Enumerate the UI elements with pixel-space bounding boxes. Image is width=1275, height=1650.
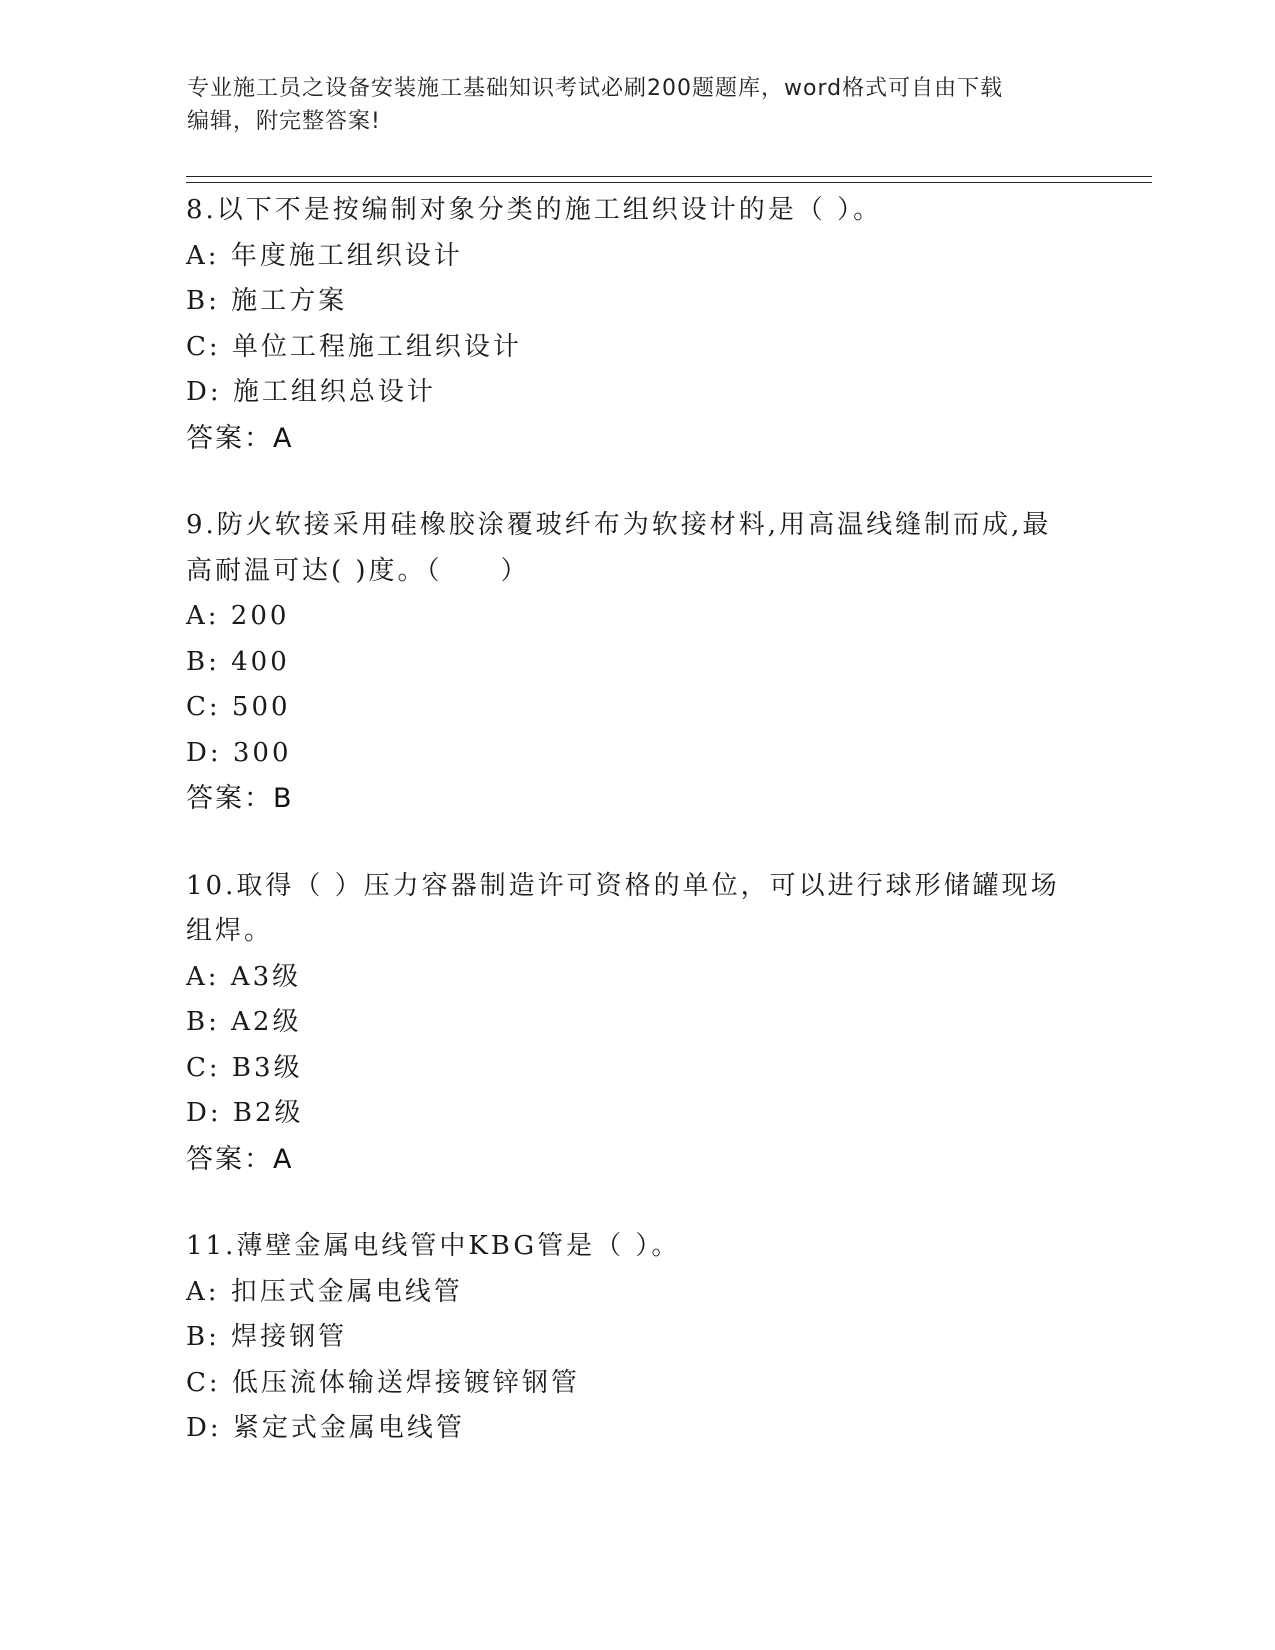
question-stem-line-1: 10.取得（ ）压力容器制造许可资格的单位，可以进行球形储罐现场 (186, 870, 1060, 901)
option-c: C: B3级 (186, 1052, 303, 1083)
option-a: A: 200 (186, 601, 290, 631)
option-b: B: 焊接钢管 (186, 1322, 348, 1352)
question-stem-line-2: 高耐温可达( )度。（ ） (186, 555, 530, 586)
option-b: B: 400 (186, 646, 290, 677)
answer-label: 答案：B (186, 783, 294, 814)
option-a: A: 年度施工组织设计 (186, 240, 463, 271)
question-stem-line-2: 组焊。 (186, 916, 274, 946)
option-d: D: 施工组织总设计 (186, 377, 436, 407)
option-d: D: 紧定式金属电线管 (186, 1413, 465, 1443)
option-c: C: 低压流体输送焊接镀锌钢管 (186, 1367, 580, 1398)
question-stem-line-1: 9.防火软接采用硅橡胶涂覆玻纤布为软接材料,用高温线缝制而成,最 (186, 510, 1052, 540)
question-9 (186, 503, 1086, 822)
option-b: B: A2级 (186, 1007, 302, 1037)
option-a: A: 扣压式金属电线管 (186, 1276, 463, 1307)
header-divider-bottom (186, 182, 1152, 183)
option-b: B: 施工方案 (186, 286, 348, 316)
header-divider-top (186, 176, 1152, 177)
answer-label: 答案：A (186, 1143, 294, 1175)
question-10 (186, 864, 1086, 1183)
option-a: A: A3级 (186, 961, 302, 992)
option-d: D: B2级 (186, 1098, 304, 1128)
header-title-line-1: 专业施工员之设备安装施工基础知识考试必刷200题题库，word格式可自由下载 (187, 76, 1004, 101)
option-c: C: 单位工程施工组织设计 (186, 331, 522, 362)
question-8 (186, 188, 1086, 461)
option-d: D: 300 (186, 737, 292, 768)
question-stem: 8.以下不是按编制对象分类的施工组织设计的是（ ）。 (186, 195, 883, 225)
option-c: C: 500 (186, 692, 291, 722)
question-list (186, 188, 1086, 1494)
question-stem: 11.薄壁金属电线管中KBG管是（ ）。 (186, 1231, 681, 1261)
document-header (187, 72, 1087, 138)
header-title-line-2: 编辑，附完整答案! (187, 109, 381, 134)
answer-label: 答案：A (186, 422, 294, 454)
question-11 (186, 1224, 1086, 1452)
